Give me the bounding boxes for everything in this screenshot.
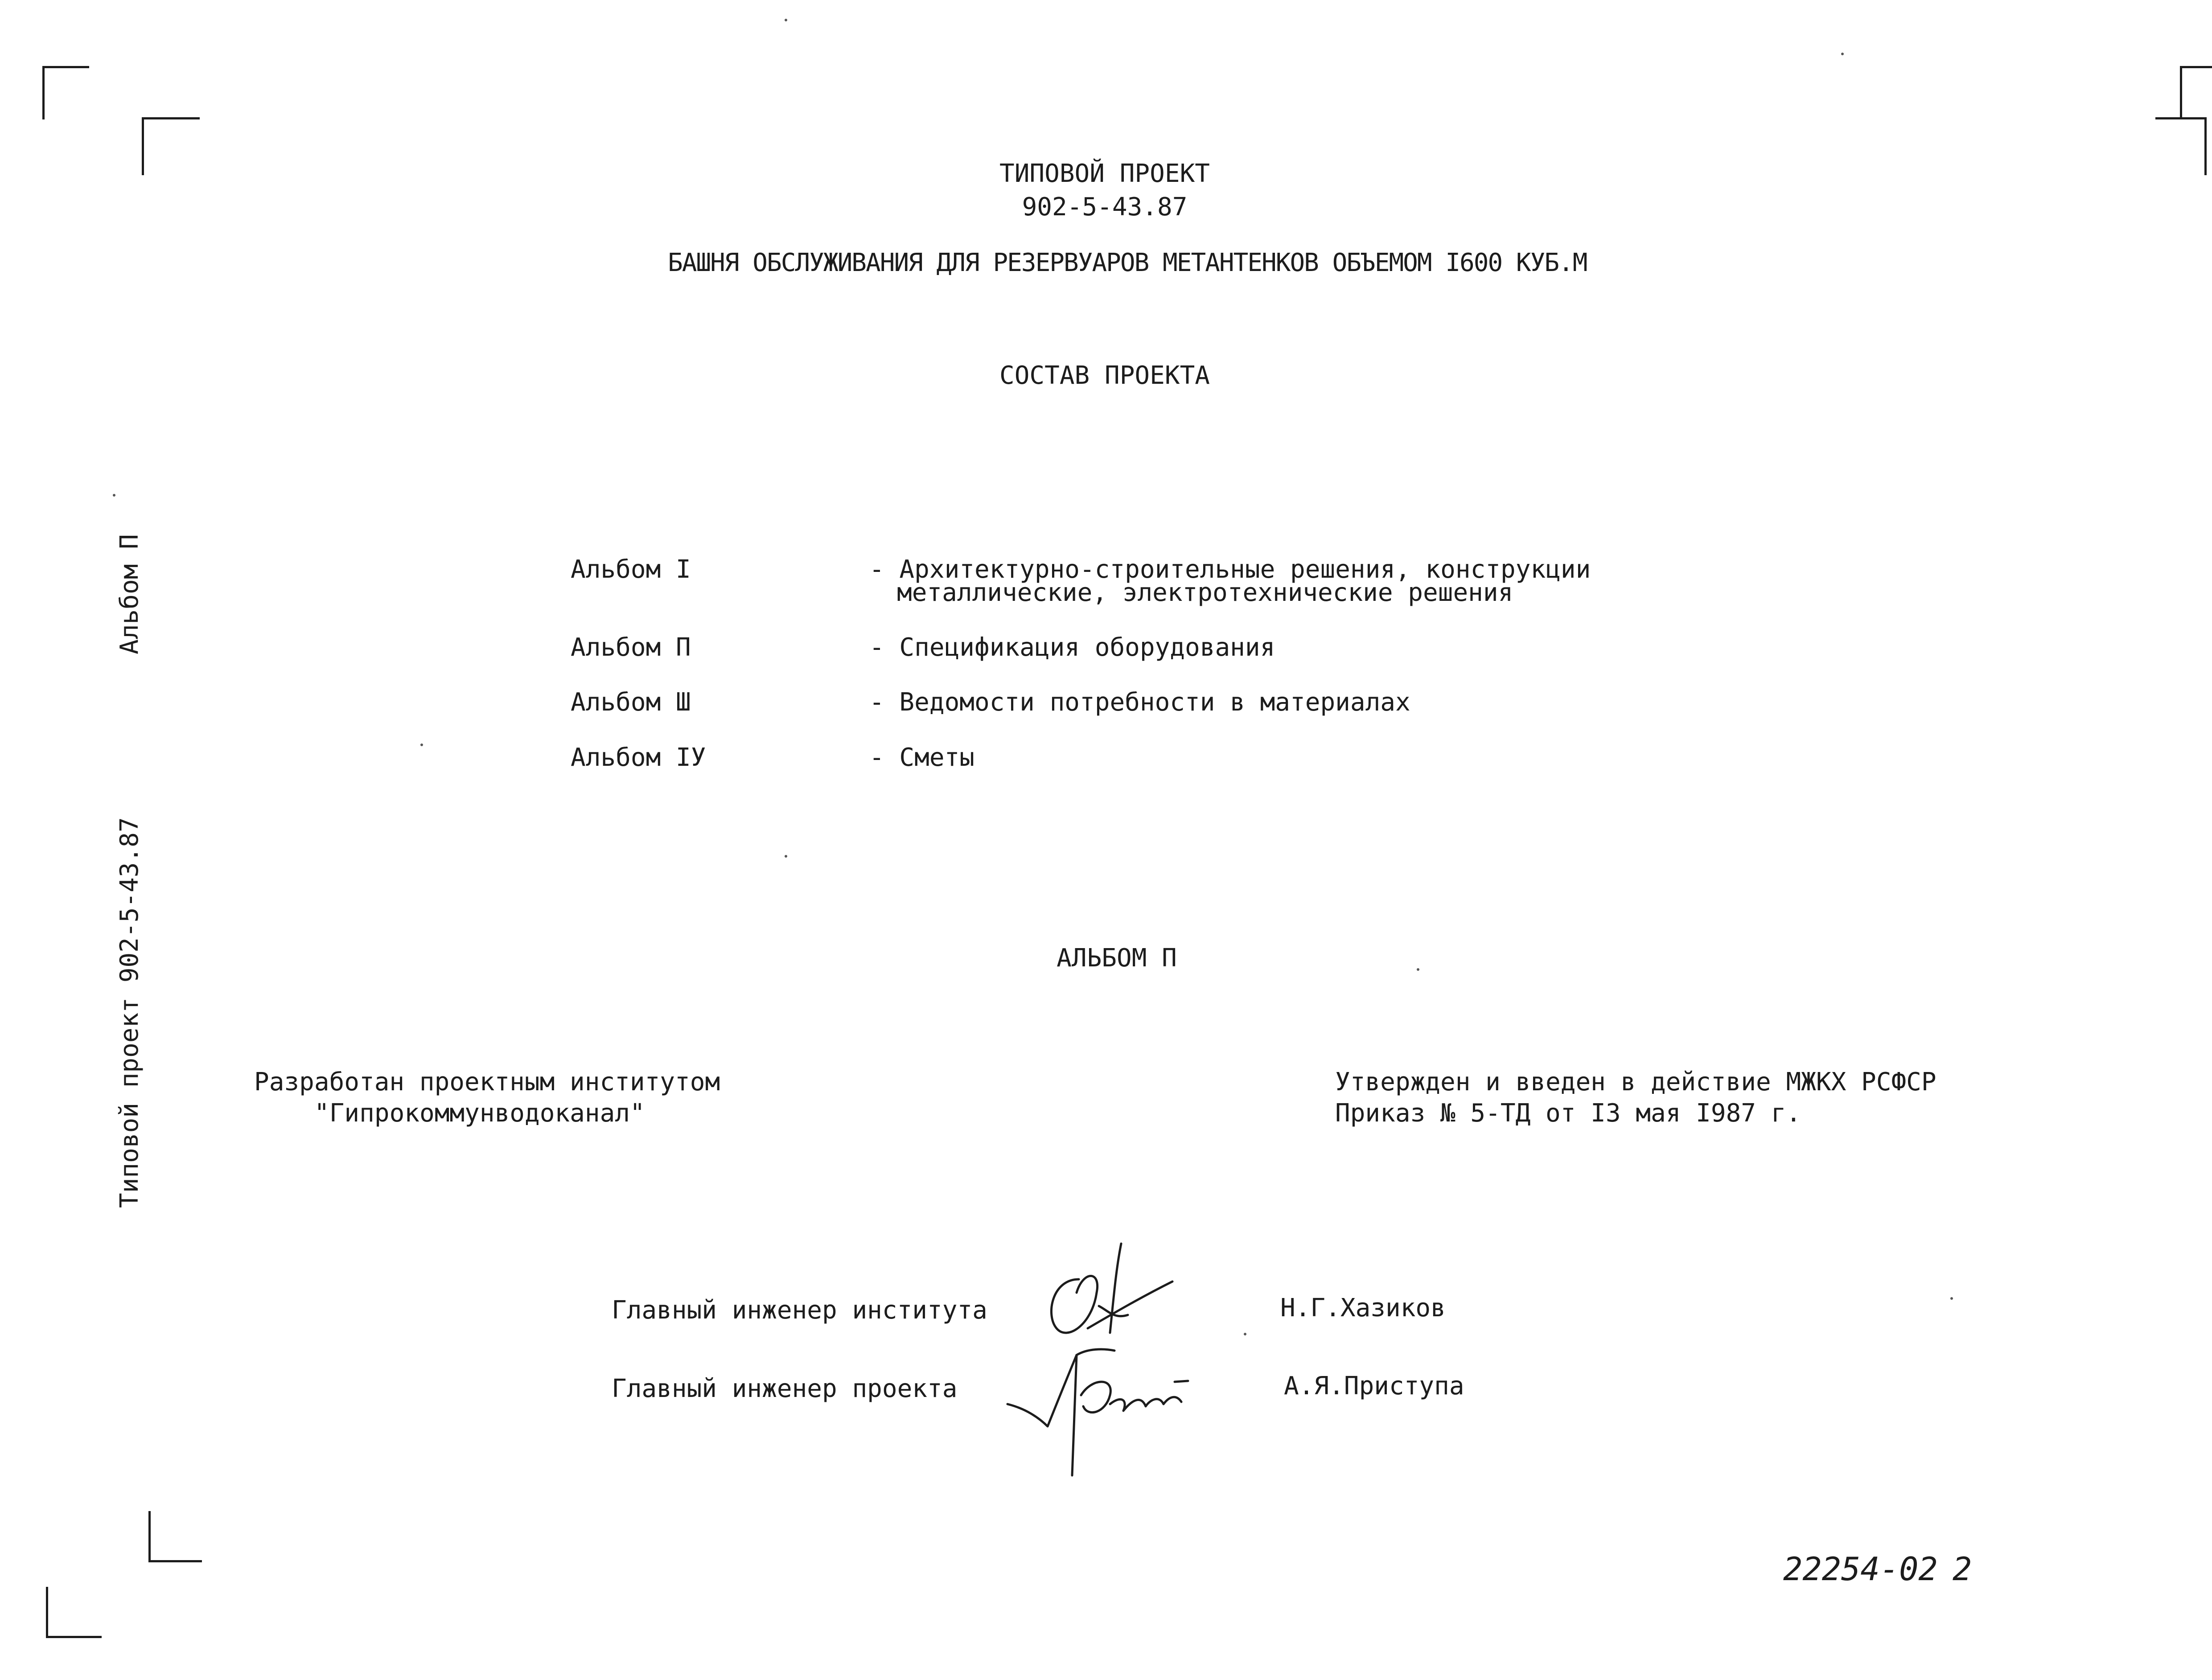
album-description: - Сметы [869,743,975,772]
scan-speck [1417,968,1419,971]
corner-mark-top-right-inner [2155,117,2207,175]
corner-mark-bottom-left-inner [148,1511,202,1562]
page-number: 2 [1953,1550,1972,1588]
corner-mark-top-left-outer [42,66,89,119]
project-title: БАШНЯ ОБСЛУЖИВАНИЯ ДЛЯ РЕЗЕРВУАРОВ МЕТАНТЕНКОВ ОБЪЕМОМ I600 КУБ.М [668,248,1587,277]
album-name: Альбом П [571,633,691,662]
developer-institute: "Гипрокоммунводоканал" [314,1099,645,1128]
scan-speck [785,19,787,21]
scan-speck [1841,53,1844,55]
album-description-continued: металлические, электротехнические решения [897,578,1513,607]
current-album-title: АЛЬБОМ П [1057,944,1177,973]
chief-engineer-institute-role: Главный инженер института [612,1296,987,1325]
scan-speck [113,494,115,497]
album-name: Альбом I [571,555,691,584]
signature-pristupa [999,1328,1204,1489]
approval-line1: Утвержден и введен в действие МЖКХ РСФСР [1335,1068,1937,1097]
doc-type: ТИПОВОЙ ПРОЕКТ [999,159,1210,188]
developer-line1: Разработан проектным институтом [254,1068,720,1097]
approval-order: Приказ № 5-ТД от I3 мая I987 г. [1335,1099,1801,1128]
album-name: Альбом Ш [571,688,691,717]
scan-speck [420,743,423,746]
chief-engineer-project-name: А.Я.Приступа [1284,1372,1464,1401]
album-description: - Архитектурно-строительные решения, конструкции [869,555,1591,584]
scan-speck [1950,1297,1953,1300]
sheet-code: 22254-02 [1783,1550,1938,1588]
margin-album-label: Альбом П [115,534,144,654]
album-description: - Спецификация оборудования [869,633,1275,662]
margin-project-label: Типовой проект 902-5-43.87 [115,817,144,1208]
corner-mark-top-right-outer [2180,66,2212,119]
corner-mark-bottom-left-outer [46,1587,102,1638]
album-description: - Ведомости потребности в материалах [869,688,1410,717]
doc-number: 902-5-43.87 [1022,193,1188,222]
corner-mark-top-left-inner [142,117,200,175]
album-name: Альбом IУ [571,743,706,772]
chief-engineer-project-role: Главный инженер проекта [612,1374,958,1403]
scan-speck [1244,1333,1246,1335]
section-title: СОСТАВ ПРОЕКТА [999,361,1210,390]
scan-speck [785,855,787,858]
chief-engineer-institute-name: Н.Г.Хазиков [1280,1294,1446,1323]
